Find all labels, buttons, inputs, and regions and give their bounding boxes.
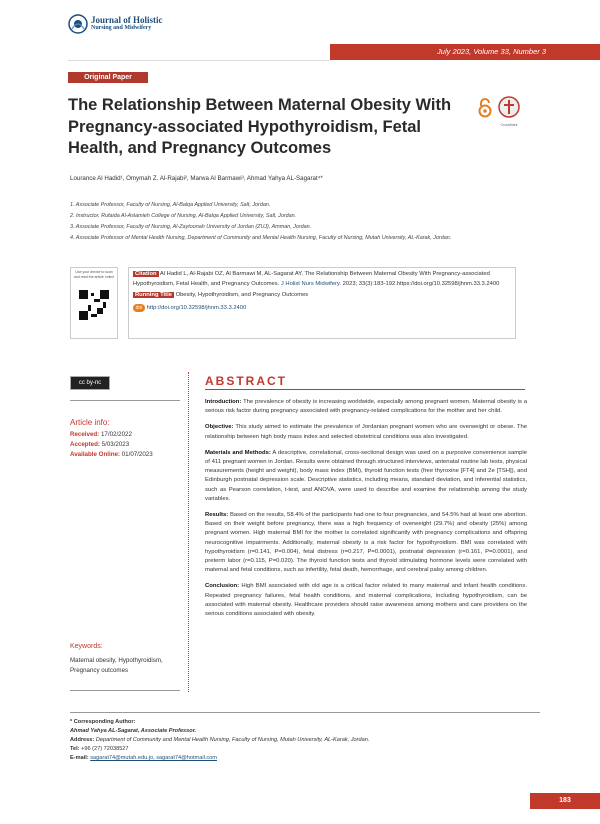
journal-logo-icon [68, 14, 88, 34]
affiliation-4: 4. Associate Professor of Mental Health Nursing, Department of Community and Mental Health Nursing, Faculty of Nursing, Mutah University, AL-Karak, Jordan. [70, 235, 452, 241]
crossmark-badge[interactable] [497, 96, 521, 127]
doi-link[interactable]: http://doi.org/10.32598/jhnm.33.3.2400 [146, 304, 247, 311]
column-divider [188, 372, 189, 692]
citation-tag: Citation [135, 271, 157, 277]
corresponding-address: Department of Community and Mental Health Nursing, Faculty of Nursing, Mutah University, AL-Karak, Jordan. [95, 737, 370, 743]
citation-journal: J Holist Nurs Midwifery. [280, 280, 342, 287]
accepted-label: Accepted: [70, 441, 100, 448]
paper-title: The Relationship Between Maternal Obesity With Pregnancy-associated Hypothyroidism, Fetal Health, and Pregnancy Outcomes [68, 96, 452, 157]
section-label: Original Paper [68, 72, 148, 83]
keywords-text: Maternal obesity, Hypothyroidism, Pregnancy outcomes [70, 657, 163, 674]
abstract-body [205, 398, 527, 626]
issue-bar [330, 44, 600, 60]
corresponding-heading: * Corresponding Author: [70, 719, 136, 725]
journal-subname: Nursing and Midwifery [91, 25, 152, 31]
citation-details: 2023; 33(3):183-192.https://doi.org/10.32598/jhnm.33.3.2400 [342, 280, 500, 287]
footer-rule [70, 712, 540, 713]
received-label: Received: [70, 431, 100, 438]
abstract-intro: Introduction: The prevalence of obesity is increasing worldwide, especially among pregnant women. Maternal obesity is a serious risk factor during pregnancy associated with pregnancy-related complications for the mother and her child. [205, 399, 528, 415]
abstract-heading: ABSTRACT [205, 374, 287, 388]
affiliation-3: 3. Associate Professor, Faculty of Nursing, Al-Zaytoonah University of Jordan (ZUJ), Amman, Jordan. [70, 224, 312, 230]
keywords [70, 642, 180, 676]
abstract-rule [205, 389, 525, 390]
affiliation-1: 1. Associate Professor, Faculty of Nursing, Al-Balqa Applied University, Salt, Jordan. [70, 202, 271, 208]
abstract-methods: Materials and Methods: A descriptive, correlational, cross-sectional design was used on a purposive convenience sample of 411 pregnant women in Jordan. Results were obtained through structured interviews, antenatal routine lab tests, physical measurements (height and weight), body mass index (BMI), thyroid function tests (free thyroxine [FT4] and 2e [TSH]), and Edinburgh postnatal depression scale. Descriptive statistics, including means, standard deviation, and inferential statistics, such as Pearson correlation, t-test, and ANOVA, were used to describe and examine the relationship among the study variables. [205, 449, 527, 502]
running-title-tag: Running Title [135, 292, 172, 298]
corresponding-author: * Corresponding Author: Ahmad Yahya AL-Sagarat, Associate Professor. Address: Department of Community and Mental Health Nursing, Faculty of Nursing, Mutah University, AL-Karak, Jordan. Tel: +96 (27) 72038527 E-mail: sagarat74@mutah.edu.jo, sagarat74@hotmail.com [70, 718, 540, 763]
corresponding-email[interactable]: sagarat74@mutah.edu.jo, sagarat74@hotmail.com [90, 755, 217, 761]
issue-text: July 2023, Volume 33, Number 3 [437, 47, 546, 56]
corresponding-name: Ahmad Yahya AL-Sagarat, Associate Professor. [70, 728, 197, 734]
qr-caption: Use your device to scan and read the article online [73, 270, 115, 279]
citation-text: Al Hadid L, Al-Rajabi OZ, Al Barmawi M, AL-Sagarat AY. The Relationship Between Maternal Obesity With Pregnancy-associated Hypothyroidism, Fetal Health, and Pregnancy Outcomes. [133, 271, 490, 287]
citation-box [128, 267, 516, 339]
qr-box [70, 267, 118, 339]
license-text: cc by-nc [78, 380, 102, 386]
qr-code-icon[interactable] [79, 290, 109, 320]
online-label: Available Online: [70, 451, 120, 458]
header-rule [68, 60, 330, 61]
affiliations [70, 200, 570, 244]
abstract-objective: Objective: This study aimed to estimate the prevalence of Jordanian pregnant women who are overweight or obese. The relationship between high body mass index and selected obstetrical conditions was also investigated. [205, 424, 527, 440]
online-date: 01/07/2023 [121, 451, 153, 458]
running-title-text: Obesity, Hypothyroidism, and Pregnancy Outcomes [175, 292, 309, 298]
journal-name: Journal of Holistic [91, 15, 163, 25]
accepted-date: 5/03/2023 [101, 441, 130, 448]
license-badge[interactable] [70, 376, 110, 390]
article-info-heading: Article info: [70, 418, 110, 427]
affiliation-2: 2. Instructor, Rufaida Al-Aslamieh College of Nursing, Al-Balqa Applied University, Salt, Jordan. [70, 213, 297, 219]
corresponding-tel: +96 (27) 72038527 [81, 746, 129, 752]
doi-icon: doi [133, 304, 145, 312]
abstract-results: Results: Based on the results, 58.4% of the participants had one to four pregnancies, and 54.5% had at least one abortion. Based on their weight before pregnancy, there was a high frequency of overweight (29.7%) and obesity (25%) among pregnant women. High maternal BMI for the mother is correlated significantly with pregnancy complications and offspring neurocognitive impairments. Additionally, maternal obesity is a risk factor for hypothyroidism. BMI was correlated with hypothyroidism (r=0.141, P=0.004), fetal distress (r=0.217, P=0.0001), postnatal depression (r=0.161, P=0.0001), and preterm labor (r=0.115, P=0.020). The thyroid function tests and thyroid stimulating hormone levels were correlated with maternal and fetal conditions, such as infertility, fetal death, hemorrhage, and cerebral palsy among children. [205, 512, 528, 574]
sidebar-rule-1 [70, 400, 180, 401]
crossmark-icon [498, 96, 520, 118]
sidebar-rule-2 [70, 690, 180, 691]
abstract-conclusion: Conclusion: High BMI associated with old age is a critical factor related to many maternal and infant health conditions. Repeated pregnancy failures, fetal health conditions, and maternal complications, including hypothyroidism, can be associated with maternal obesity. Healthcare providers should raise awareness among mothers and care providers on the serious conditions associated with obesity. [205, 583, 528, 618]
crossmark-label: CrossMark [500, 123, 518, 127]
received-date: 17/02/2022 [100, 431, 132, 438]
author-list: Lourance Al Hadid¹, Omymah Z. Al-Rajabi², Marwa Al Barmawi³, Ahmad Yahya AL-Sagarat⁴* [70, 175, 323, 182]
keywords-heading: Keywords: [70, 643, 103, 650]
open-access-icon [478, 98, 492, 123]
article-info [70, 418, 153, 460]
page-number: 183 [530, 793, 600, 809]
